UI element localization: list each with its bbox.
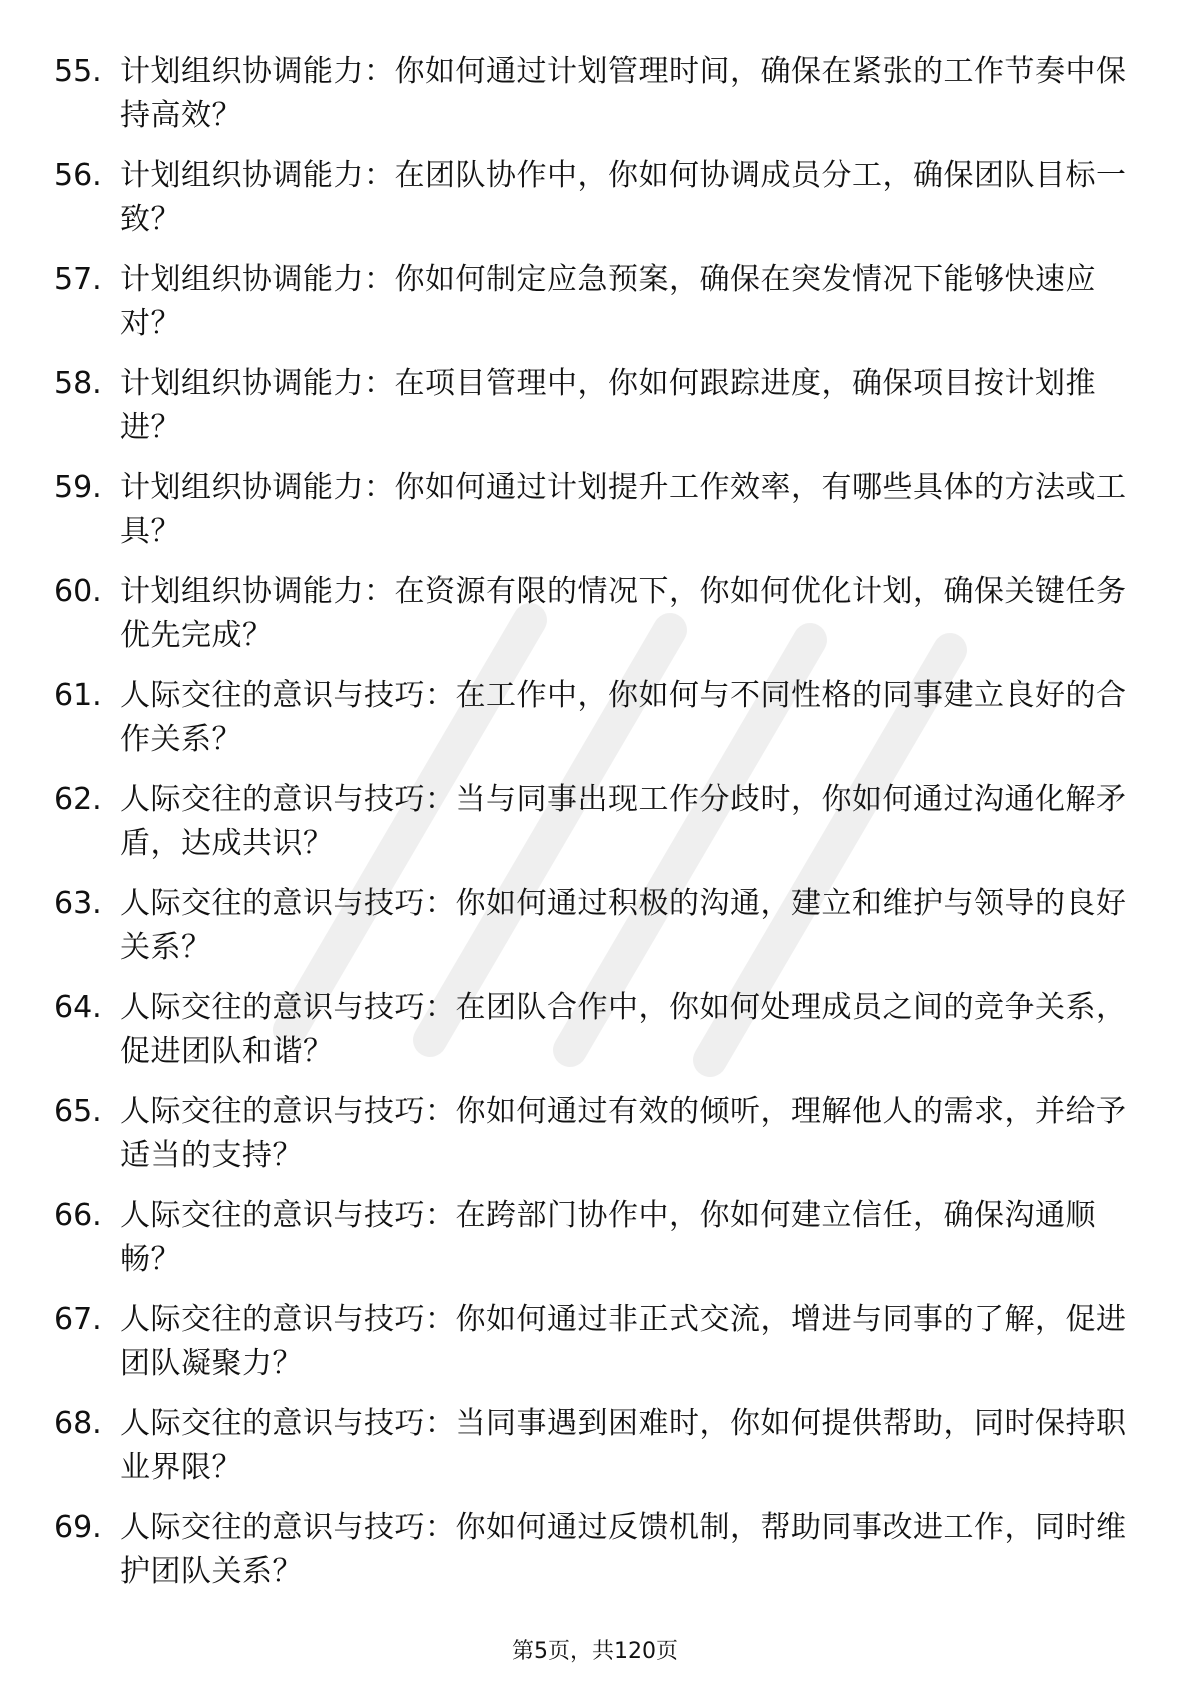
question-number: 69. — [54, 1510, 102, 1545]
question-number: 55. — [54, 54, 102, 89]
question-number: 65. — [54, 1094, 102, 1129]
question-text: 计划组织协调能力：在资源有限的情况下，你如何优化计划，确保关键任务优先完成？ — [120, 574, 1127, 653]
page-number-footer: 第5页，共120页 — [512, 1639, 678, 1664]
question-item — [54, 674, 1134, 778]
question-item — [54, 1194, 1134, 1298]
question-text: 人际交往的意识与技巧：在团队合作中，你如何处理成员之间的竞争关系，促进团队和谐？ — [120, 990, 1127, 1069]
question-number: 63. — [54, 886, 102, 921]
question-number: 68. — [54, 1406, 102, 1441]
question-item — [54, 466, 1134, 570]
question-text: 人际交往的意识与技巧：在跨部门协作中，你如何建立信任，确保沟通顺畅？ — [120, 1198, 1096, 1277]
question-item — [54, 1506, 1134, 1610]
question-text: 计划组织协调能力：在团队协作中，你如何协调成员分工，确保团队目标一致？ — [120, 158, 1127, 237]
question-item — [54, 154, 1134, 258]
question-item — [54, 986, 1134, 1090]
question-item — [54, 1090, 1134, 1194]
question-number: 66. — [54, 1198, 102, 1233]
question-item — [54, 258, 1134, 362]
question-number: 58. — [54, 366, 102, 401]
question-list — [54, 50, 1134, 1610]
question-number: 67. — [54, 1302, 102, 1337]
question-number: 56. — [54, 158, 102, 193]
question-number: 62. — [54, 782, 102, 817]
question-item — [54, 1402, 1134, 1506]
question-text: 计划组织协调能力：你如何通过计划提升工作效率，有哪些具体的方法或工具？ — [120, 470, 1127, 549]
question-text: 计划组织协调能力：你如何制定应急预案，确保在突发情况下能够快速应对？ — [120, 262, 1096, 341]
question-number: 57. — [54, 262, 102, 297]
question-number: 60. — [54, 574, 102, 609]
question-text: 计划组织协调能力：你如何通过计划管理时间，确保在紧张的工作节奏中保持高效？ — [120, 54, 1127, 133]
question-text: 人际交往的意识与技巧：在工作中，你如何与不同性格的同事建立良好的合作关系？ — [120, 678, 1127, 757]
question-text: 人际交往的意识与技巧：你如何通过反馈机制，帮助同事改进工作，同时维护团队关系？ — [120, 1510, 1127, 1589]
question-item — [54, 882, 1134, 986]
question-item — [54, 570, 1134, 674]
question-text: 人际交往的意识与技巧：当与同事出现工作分歧时，你如何通过沟通化解矛盾，达成共识？ — [120, 782, 1127, 861]
question-text: 人际交往的意识与技巧：你如何通过积极的沟通，建立和维护与领导的良好关系？ — [120, 886, 1127, 965]
question-text: 人际交往的意识与技巧：当同事遇到困难时，你如何提供帮助，同时保持职业界限？ — [120, 1406, 1127, 1485]
question-item — [54, 362, 1134, 466]
question-number: 59. — [54, 470, 102, 505]
question-text: 计划组织协调能力：在项目管理中，你如何跟踪进度，确保项目按计划推进？ — [120, 366, 1096, 445]
question-text: 人际交往的意识与技巧：你如何通过非正式交流，增进与同事的了解，促进团队凝聚力？ — [120, 1302, 1127, 1381]
question-item — [54, 50, 1134, 154]
question-item — [54, 778, 1134, 882]
question-number: 64. — [54, 990, 102, 1025]
question-text: 人际交往的意识与技巧：你如何通过有效的倾听，理解他人的需求，并给予适当的支持？ — [120, 1094, 1127, 1173]
question-number: 61. — [54, 678, 102, 713]
question-item — [54, 1298, 1134, 1402]
